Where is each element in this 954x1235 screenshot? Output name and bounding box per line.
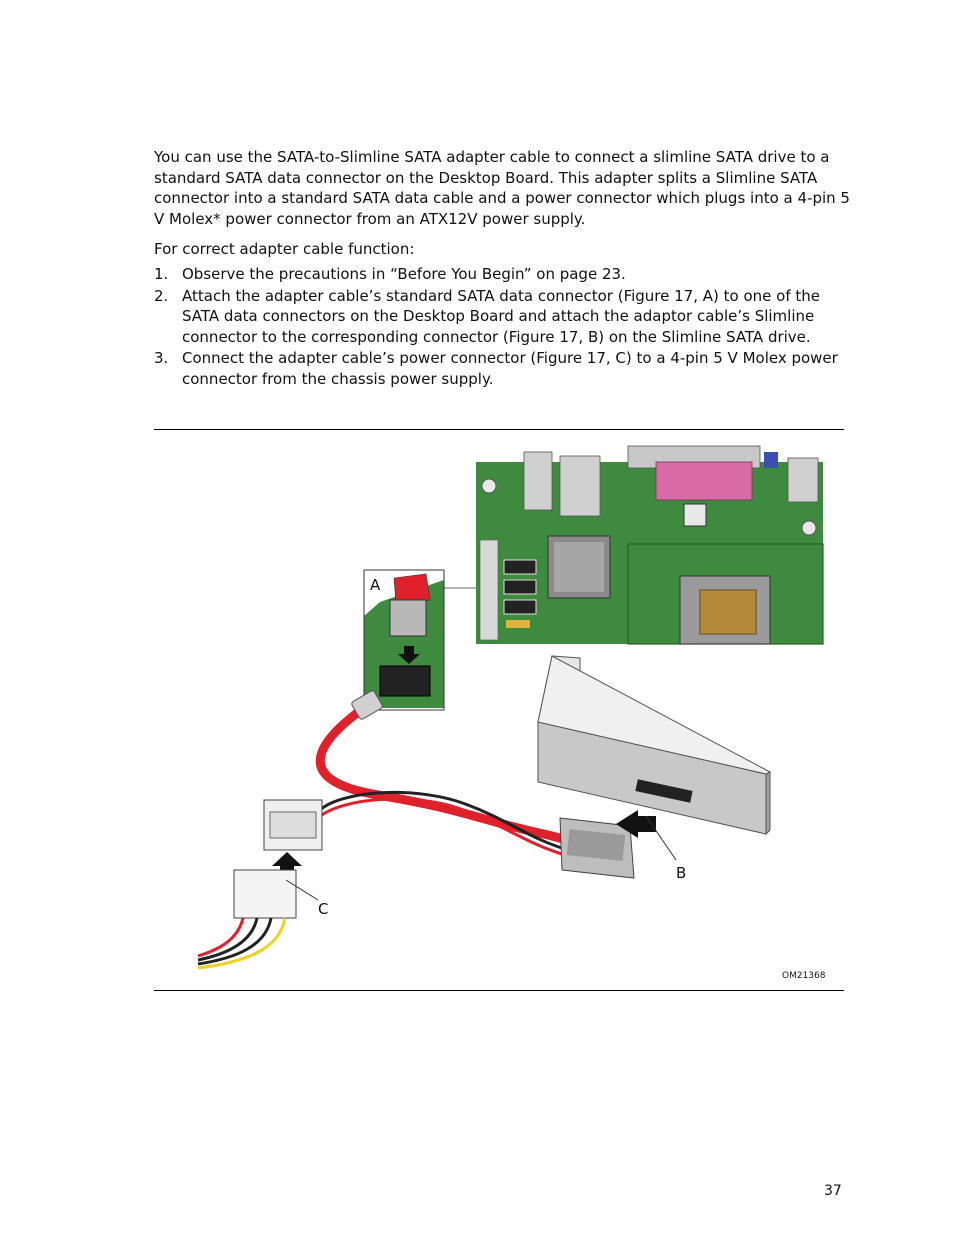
molex-power-connector <box>264 800 322 850</box>
step-number: 1. <box>154 265 169 283</box>
step-text: Attach the adapter cable’s standard SATA data connector (Figure 17, A) to one of the SATA data connectors on the Desktop Board and attach the adaptor cable’s Slimline connector to the corresponding connector (Figure 17, B) on the Slimline SATA drive. <box>182 286 820 346</box>
step-number: 3. <box>154 349 169 367</box>
figure-bottom-rule <box>154 990 844 991</box>
steps-list <box>154 264 854 389</box>
figure-code: OM21368 <box>782 971 826 980</box>
page-number: 37 <box>824 1183 842 1199</box>
step-number: 2. <box>154 286 169 305</box>
adapter-cable-illustration <box>168 440 828 980</box>
step-text: Observe the precautions in “Before You Begin” on page 23. <box>182 265 626 283</box>
list-item <box>154 348 854 389</box>
lead-in-text: For correct adapter cable function: <box>154 240 415 258</box>
step-text: Connect the adapter cable’s power connector (Figure 17, C) to a 4-pin 5 V Molex power connector from the chassis power supply. <box>182 349 838 388</box>
desktop-board <box>476 446 823 644</box>
list-item <box>154 286 854 348</box>
intro-paragraph: You can use the SATA-to-Slimline SATA adapter cable to connect a slimline SATA drive to a standard SATA data connector on the Desktop Board. This adapter splits a Slimline SATA connector into a standard SATA data cable and a power connector which plugs into a 4-pin 5 V Molex* power connector from an ATX12V power supply. <box>154 148 850 228</box>
callout-a-label: A <box>370 576 381 594</box>
figure-adapter-cable <box>168 440 828 980</box>
callout-b-label: B <box>676 864 687 882</box>
callout-c-label: C <box>318 900 329 918</box>
list-item <box>154 264 854 285</box>
figure-top-rule <box>154 429 844 430</box>
